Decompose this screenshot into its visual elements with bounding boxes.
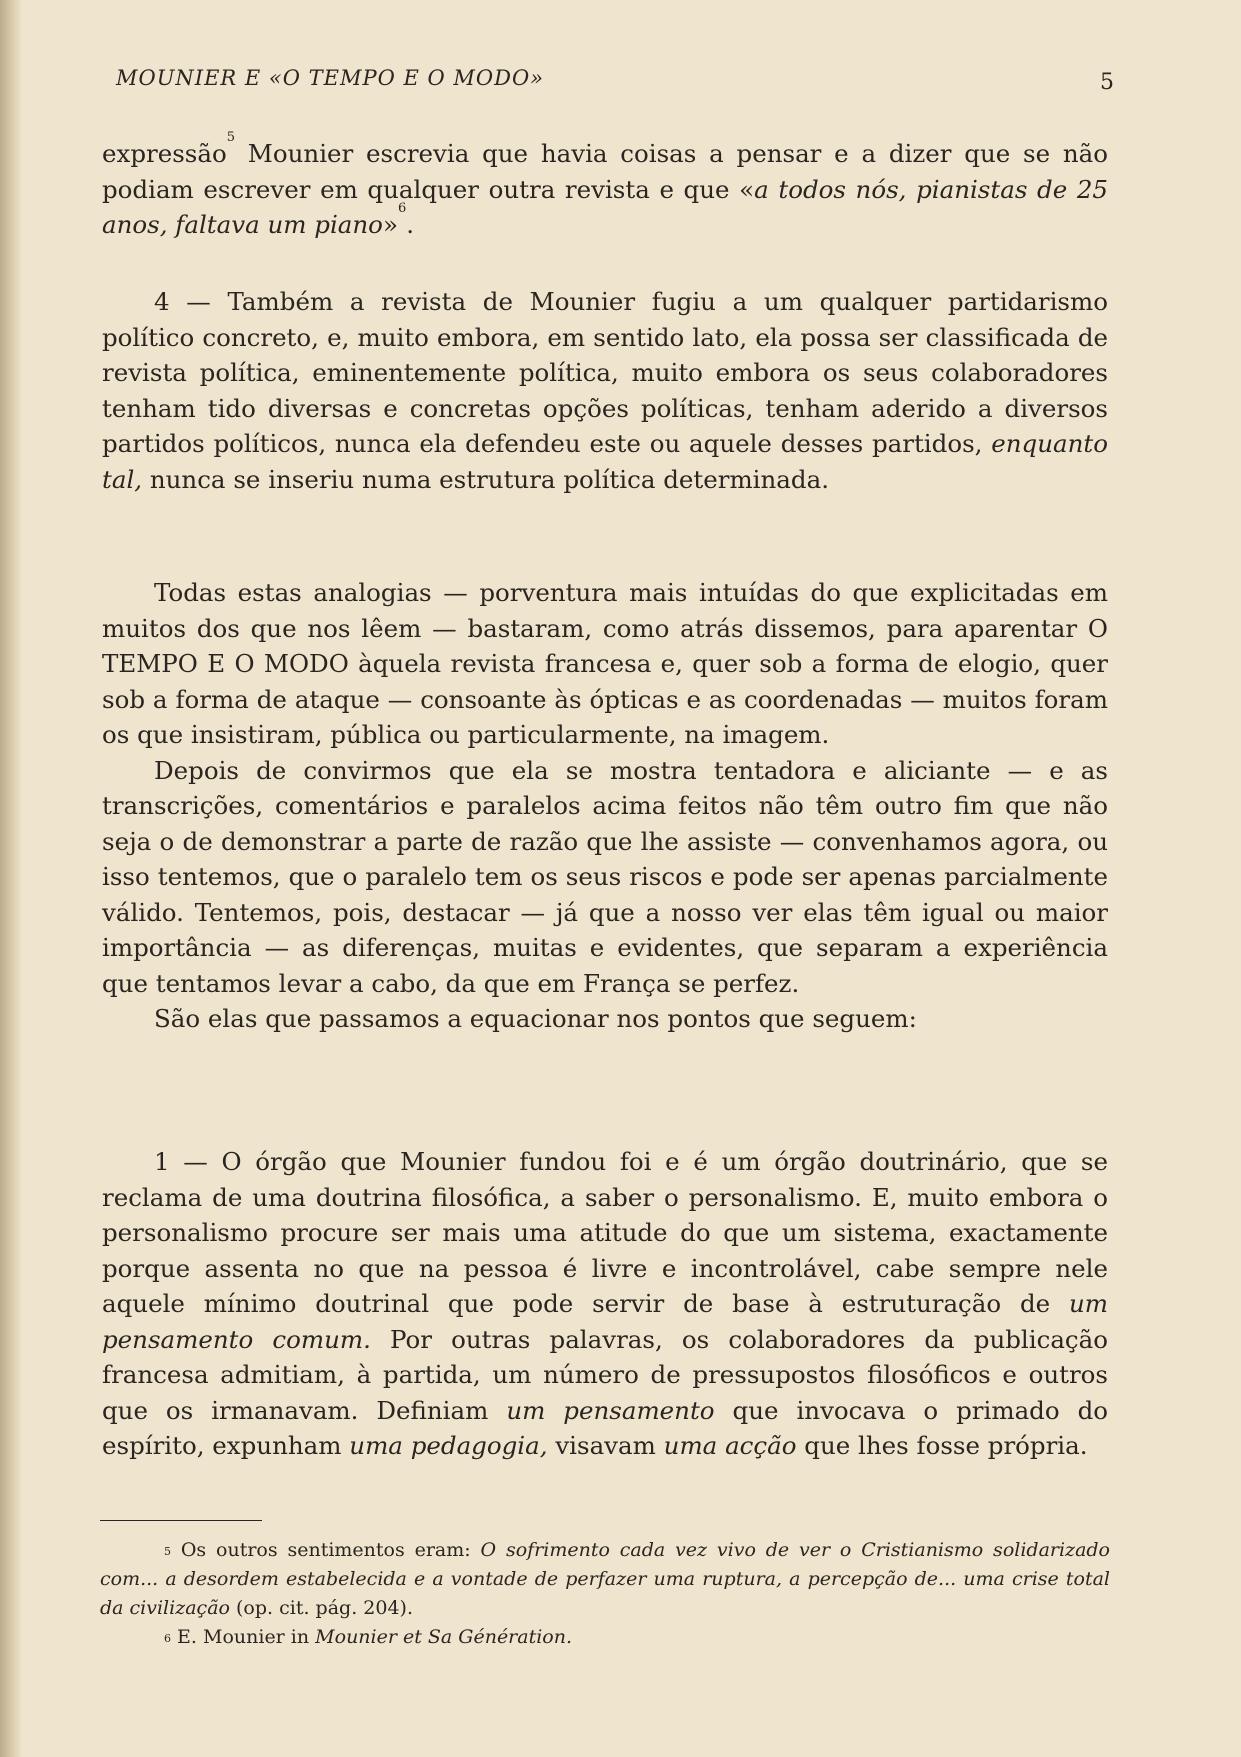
footnote-divider [100, 1520, 262, 1521]
main-text-section-4 [102, 284, 1108, 497]
footnote-ref-5: 5 [226, 130, 235, 145]
text-span: que lhes fosse própria. [804, 1431, 1088, 1460]
text-span: » [382, 210, 398, 239]
italic-phrase: uma pedagogia, [349, 1431, 548, 1460]
footnote-5 [100, 1536, 1110, 1623]
italic-quote: O sofrimento cada vez vivo de ver o Cristianismo solidarizado com... a desordem estabelecida e a vontade de perfazer uma ruptura, a percepção de... uma crise total da civilização [100, 1539, 1110, 1619]
text-span: Os outros sentimentos eram: [180, 1539, 471, 1561]
paragraph-4: Depois de convirmos que ela se mostra tentadora e aliciante — e as transcrições, comentários e paralelos acima feitos não têm outro fim que não seja o de demonstrar a parte de razão que lhe assiste — convenhamos agora, ou isso tentemos, que o paralelo tem os seus riscos e pode ser apenas parcialmente válido. Tentemos, pois, destacar — já que a nosso ver elas têm igual ou maior importância — as diferenças, muitas e evidentes, que separam a experiência que tentamos levar a cabo, da que em França se perfez. [102, 755, 1108, 998]
text-span: expressão [102, 139, 227, 168]
text-span: Por outras palavras, os colaboradores da publicação francesa admitiam, à partida, um número de pressupostos filosóficos e outros que os irmanavam. Definiam [102, 1324, 1109, 1425]
main-text-top [102, 130, 1108, 243]
paragraph-5: São elas que passamos a equacionar nos pontos que seguem: [154, 1004, 917, 1033]
running-title: MOUNIER E «O TEMPO E O MODO» [116, 66, 545, 90]
text-span: nunca se inseriu numa estrutura política determinada. [149, 464, 829, 494]
main-text-point-1 [102, 1144, 1108, 1464]
footnote-marker: 5 [164, 1545, 171, 1558]
italic-phrase: enquanto tal, [102, 429, 1108, 494]
paragraph-1 [102, 130, 1108, 243]
footnote-6 [100, 1623, 1110, 1652]
text-span: . [406, 210, 415, 239]
paragraph-6 [102, 1144, 1108, 1464]
text-span: Mounier escrevia que havia coisas a pensar e a dizer que se não podiam escrever em qualquer outra revista e que « [102, 139, 1108, 204]
text-span: E. Mounier in [177, 1626, 310, 1648]
italic-phrase: uma acção [663, 1431, 797, 1460]
text-span: 1 — O órgão que Mounier fundou foi e é um órgão doutrinário, que se reclama de uma doutrina filosófica, a saber o personalismo. E, muito embora o personalismo procure ser mais uma atitude do que um sistema, exactamente porque assenta no que na pessoa é livre e incontrolável, cabe sempre nele aquele mínimo doutrinal que pode servir de base à estruturação de [102, 1147, 1108, 1318]
page-spine [0, 0, 22, 1757]
text-span: (op. cit. pág. 204). [236, 1597, 413, 1619]
text-span: 4 — Também a revista de Mounier fugiu a um qualquer partidarismo político concreto, e, muito embora, em sentido lato, ela possa ser classificada de revista política, eminentemente política, muito embora os seus colaboradores tenham tido diversas e concretas opções políticas, tenham aderido a diversos partidos políticos, nunca ela defendeu este ou aquele desses partidos, [102, 287, 1108, 458]
footnote-marker: 6 [164, 1632, 171, 1645]
paragraph-3: Todas estas analogias — porventura mais intuídas do que explicitadas em muitos dos que nos lêem — bastaram, como atrás dissemos, para aparentar O TEMPO E O MODO àquela revista francesa e, quer sob a forma de elogio, quer sob a forma de ataque — consoante às ópticas e as coordenadas — muitos foram os que insistiram, pública ou particularmente, na imagem. [102, 578, 1108, 749]
italic-phrase: um pensamento [506, 1395, 715, 1425]
text-span: que invocava o primado do espírito, expunham [102, 1395, 1109, 1460]
italic-phrase: um pensamento comum. [102, 1289, 1108, 1354]
footnote-ref-6: 6 [397, 201, 407, 216]
italic-quote: a todos nós, pianistas de 25 anos, faltava um piano [102, 174, 1108, 239]
page-number: 5 [1100, 70, 1114, 95]
footnotes [100, 1536, 1110, 1652]
text-span: visavam [555, 1431, 656, 1460]
paragraph-2 [102, 284, 1108, 497]
italic-title: Mounier et Sa Génération. [315, 1626, 573, 1648]
main-text-middle [102, 575, 1108, 1037]
